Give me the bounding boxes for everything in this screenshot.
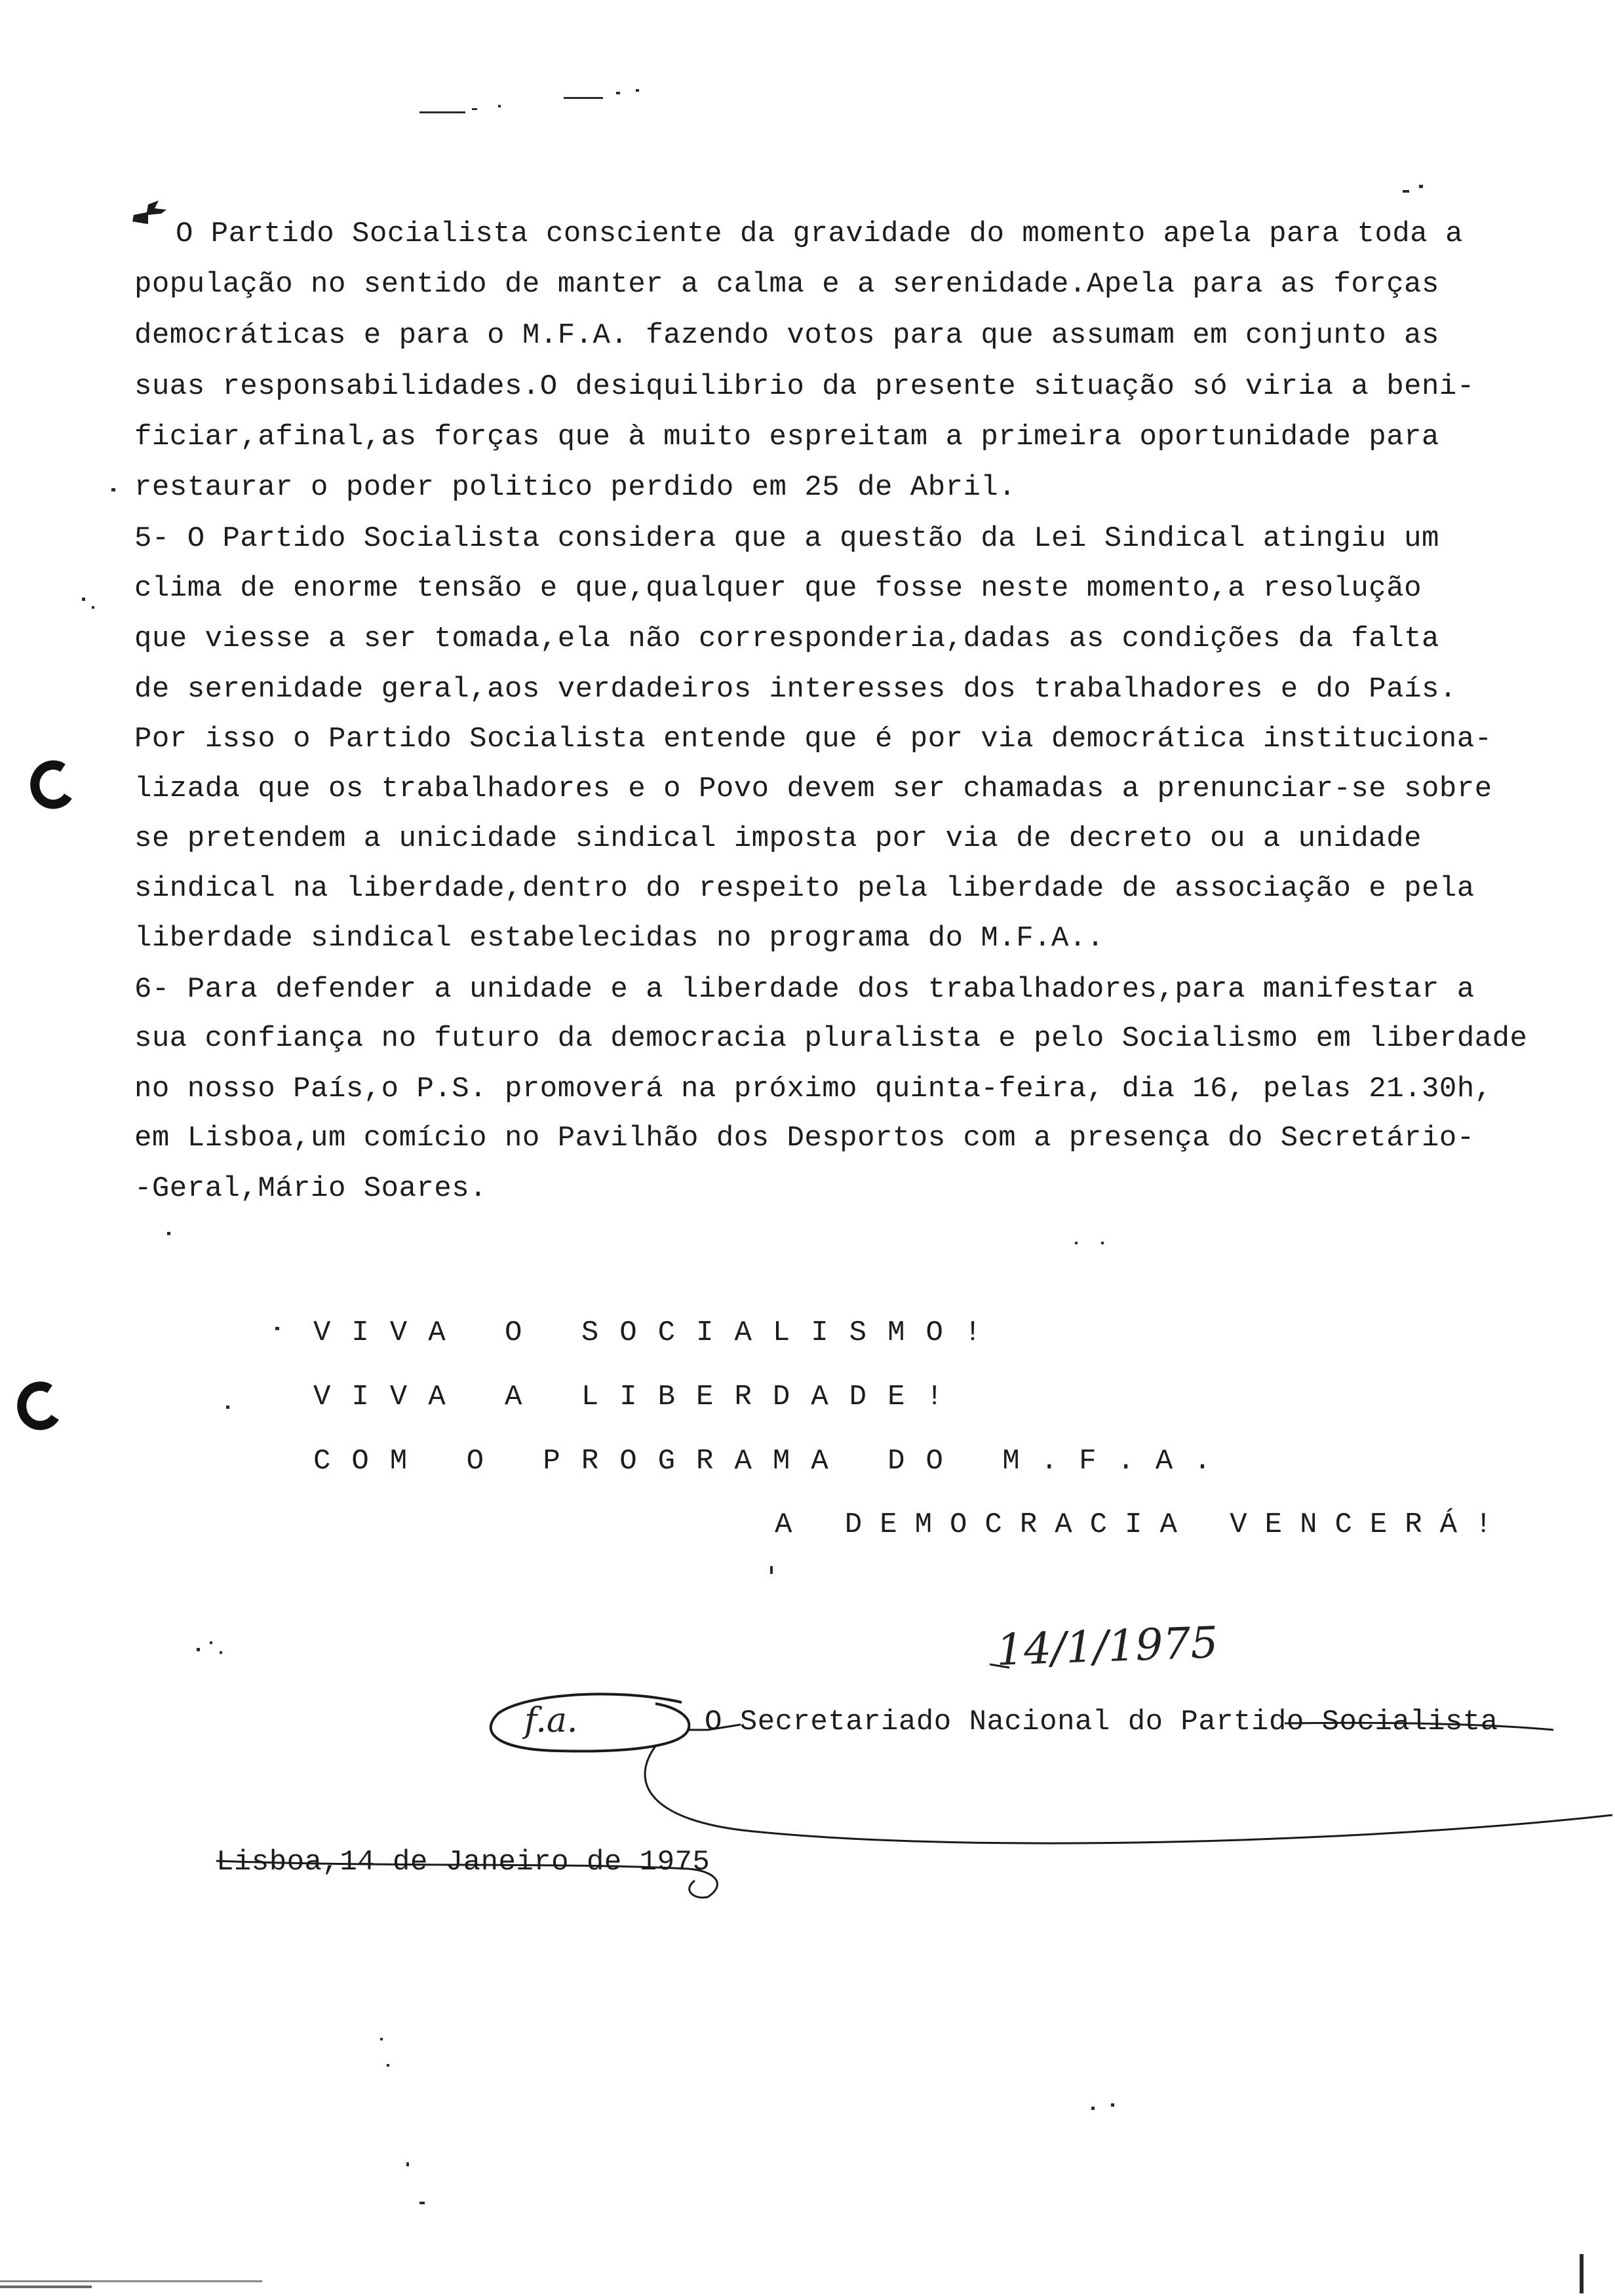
body-line-17: sua confiança no futuro da democracia pluralista e pelo Socialismo em liberdade	[134, 1022, 1528, 1055]
signature-sweep	[645, 1746, 1612, 1843]
body-line-5: ficiar,afinal,as forças que à muito espreitam a primeira oportunidade para	[134, 421, 1439, 453]
body-line-9: que viesse a ser tomada,ela não corresponderia,dadas as condições da falta	[134, 622, 1439, 655]
body-line-15: liberdade sindical estabelecidas no programa do M.F.A..	[134, 922, 1104, 955]
body-line-12: lizada que os trabalhadores e o Povo devem ser chamadas a prenunciar-se sobre	[134, 773, 1492, 805]
body-line-6: restaurar o poder politico perdido em 25 de Abril.	[134, 471, 1017, 504]
body-line-16: 6- Para defender a unidade e a liberdade dos trabalhadores,para manifestar a	[134, 973, 1475, 1006]
place-date-strike	[216, 1861, 717, 1898]
hand-date-underline	[990, 1664, 1009, 1668]
handwritten-initials: f.a.	[524, 1701, 578, 1740]
body-line-11: Por isso o Partido Socialista entende que é por via democrática instituciona-	[134, 723, 1492, 756]
slogan-democracia-vencera: A DEMOCRACIA VENCERÁ!	[775, 1508, 1510, 1541]
punch-hole-upper	[35, 765, 68, 805]
place-date-line: Lisboa,14 de Janeiro de 1975	[216, 1846, 710, 1879]
body-line-10: de serenidade geral,aos verdadeiros interesses dos trabalhadores e do País.	[134, 673, 1457, 706]
body-line-7: 5- O Partido Socialista considera que a questão da Lei Sindical atingiu um	[134, 522, 1439, 555]
scan-specks	[0, 89, 1584, 2293]
initials-loop	[491, 1694, 690, 1751]
handwritten-date: 14/1/1975	[995, 1617, 1219, 1675]
body-line-3: democráticas e para o M.F.A. fazendo votos para que assumam em conjunto as	[134, 319, 1439, 352]
body-line-1: O Partido Socialista consciente da gravidade do momento apela para toda a	[176, 218, 1464, 250]
slogan-viva-liberdade: VIVA A LIBERDADE!	[313, 1381, 964, 1413]
punch-hole-lower	[22, 1387, 55, 1426]
slogan-viva-socialismo: VIVA O SOCIALISMO!	[313, 1316, 1003, 1349]
signatory-strike	[1285, 1723, 1553, 1730]
body-line-2: população no sentido de manter a calma e a serenidade.Apela para as forças	[134, 268, 1439, 301]
body-line-8: clima de enorme tensão e que,qualquer que fosse neste momento,a resolução	[134, 572, 1422, 605]
slogan-programa-mfa: COM O PROGRAMA DO M.F.A.	[313, 1445, 1232, 1478]
body-line-14: sindical na liberdade,dentro do respeito pela liberdade de associação e pela	[134, 872, 1475, 905]
body-line-18: no nosso País,o P.S. promoverá na próximo quinta-feira, dia 16, pelas 21.30h,	[134, 1073, 1492, 1105]
body-line-13: se pretendem a unicidade sindical imposta por via de decreto ou a unidade	[134, 822, 1422, 855]
signatory-line: O Secretariado Nacional do Partido Socialista	[705, 1706, 1498, 1738]
initials-tail	[688, 1725, 741, 1730]
body-line-19: em Lisboa,um comício no Pavilhão dos Desportos com a presença do Secretário-	[134, 1122, 1475, 1155]
body-line-20: -Geral,Mário Soares.	[134, 1172, 488, 1205]
body-line-4: suas responsabilidades.O desiquilibrio da presente situação só viria a beni-	[134, 370, 1475, 403]
